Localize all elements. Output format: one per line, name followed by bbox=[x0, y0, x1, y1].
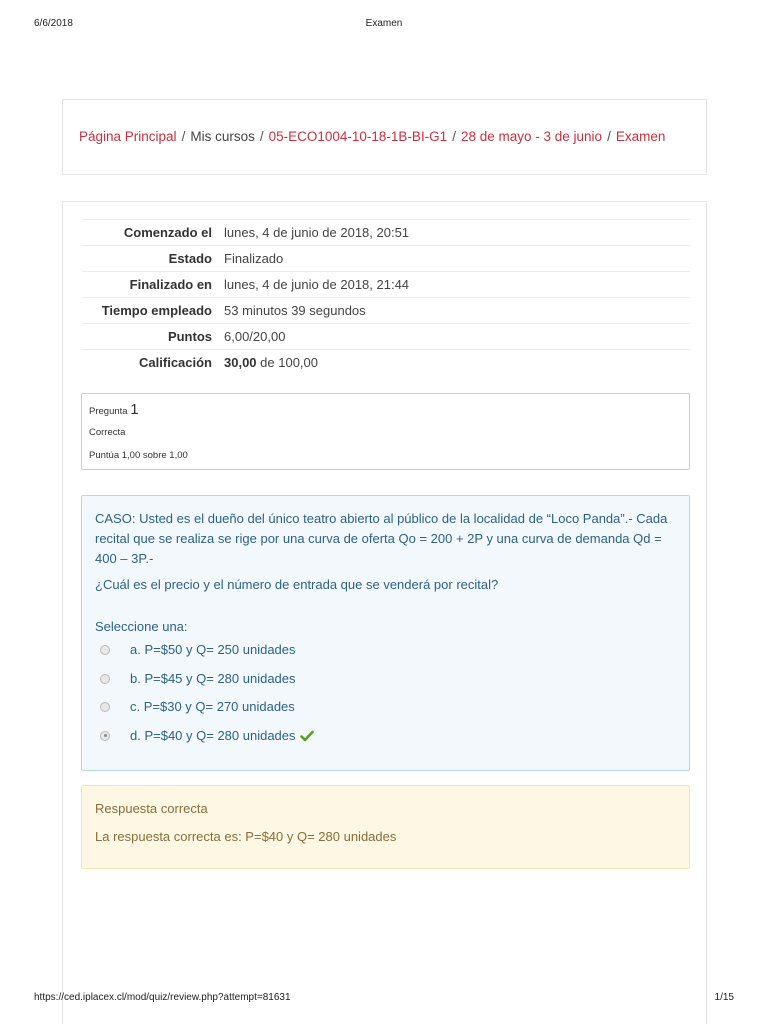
summary-value bbox=[219, 350, 690, 376]
question-info-box bbox=[81, 393, 690, 470]
summary-value: Finalizado bbox=[224, 251, 284, 266]
feedback-title: Respuesta correcta bbox=[95, 801, 208, 816]
radio-button[interactable] bbox=[100, 702, 110, 712]
correct-check-icon bbox=[300, 730, 314, 742]
grade-max: de 100,00 bbox=[256, 355, 318, 370]
answer-label: a. P=$50 y Q= 250 unidades bbox=[130, 642, 296, 657]
summary-value: 53 minutos 39 segundos bbox=[224, 303, 366, 318]
question-ask-text: ¿Cuál es el precio y el número de entrada que se venderá por recital? bbox=[95, 577, 499, 592]
print-url: https://ced.iplacex.cl/mod/quiz/review.php?attempt=81631 bbox=[34, 992, 291, 1003]
question-grade: Puntúa 1,00 sobre 1,00 bbox=[89, 450, 188, 461]
attempt-summary-table bbox=[82, 219, 690, 375]
feedback-correct-answer: La respuesta correcta es: P=$40 y Q= 280 unidades bbox=[95, 829, 397, 844]
breadcrumb bbox=[79, 129, 665, 144]
summary-row bbox=[82, 350, 690, 376]
summary-value: lunes, 4 de junio de 2018, 20:51 bbox=[224, 225, 410, 240]
summary-label: Calificación bbox=[139, 355, 212, 370]
answer-label: b. P=$45 y Q= 280 unidades bbox=[130, 670, 296, 686]
summary-value: lunes, 4 de junio de 2018, 21:44 bbox=[224, 277, 410, 292]
summary-row bbox=[82, 246, 690, 272]
quiz-review-panel bbox=[62, 201, 707, 1024]
summary-label: Tiempo empleado bbox=[101, 303, 212, 318]
breadcrumb-course-link[interactable]: 05-ECO1004-10-18-1B-BI-G1 bbox=[268, 129, 448, 144]
question-formulation bbox=[81, 495, 690, 771]
radio-button[interactable] bbox=[100, 674, 110, 684]
grade-value: 30,00 bbox=[224, 355, 257, 370]
question-state: Correcta bbox=[89, 427, 126, 438]
breadcrumb-my-courses: Mis cursos bbox=[190, 129, 255, 144]
summary-row bbox=[82, 220, 690, 246]
print-title: Examen bbox=[365, 18, 403, 29]
question-case-text: CASO: Usted es el dueño del único teatro abierto al público de la localidad de “Loco Panda”.- Cada recital que se realiza se rige por una curva de oferta Qo = 200 + 2P y una curva de demanda Qd = 400 – 3P.- bbox=[95, 511, 668, 566]
summary-label: Estado bbox=[168, 251, 212, 266]
answer-label: d. P=$40 y Q= 280 unidades bbox=[130, 727, 296, 743]
answer-label-wrap bbox=[130, 728, 314, 743]
radio-button-checked[interactable] bbox=[100, 731, 110, 741]
question-number-label: Pregunta bbox=[89, 406, 128, 417]
summary-label: Comenzado el bbox=[123, 225, 212, 240]
summary-label: Puntos bbox=[167, 329, 212, 344]
answer-label: c. P=$30 y Q= 270 unidades bbox=[130, 699, 295, 715]
breadcrumb-panel bbox=[62, 99, 707, 175]
answer-feedback-box bbox=[81, 785, 690, 869]
summary-row bbox=[82, 324, 690, 350]
summary-label: Finalizado en bbox=[129, 277, 212, 292]
print-page-count: 1/15 bbox=[714, 992, 734, 1003]
print-date: 6/6/2018 bbox=[34, 18, 73, 29]
question-number bbox=[89, 401, 139, 418]
summary-row bbox=[82, 272, 690, 298]
breadcrumb-separator: / bbox=[452, 129, 456, 144]
breadcrumb-separator: / bbox=[181, 129, 186, 144]
breadcrumb-section-link[interactable]: 28 de mayo - 3 de junio bbox=[460, 129, 603, 144]
question-number-value: 1 bbox=[130, 401, 139, 418]
breadcrumb-separator: / bbox=[607, 129, 611, 144]
breadcrumb-separator: / bbox=[259, 129, 264, 144]
answer-prompt: Seleccione una: bbox=[95, 619, 188, 634]
summary-value: 6,00/20,00 bbox=[224, 329, 286, 344]
breadcrumb-activity-link[interactable]: Examen bbox=[615, 129, 666, 144]
radio-button[interactable] bbox=[100, 645, 110, 655]
summary-row bbox=[82, 298, 690, 324]
print-header bbox=[0, 18, 768, 32]
breadcrumb-home-link[interactable]: Página Principal bbox=[79, 129, 177, 144]
question-text bbox=[95, 509, 680, 601]
